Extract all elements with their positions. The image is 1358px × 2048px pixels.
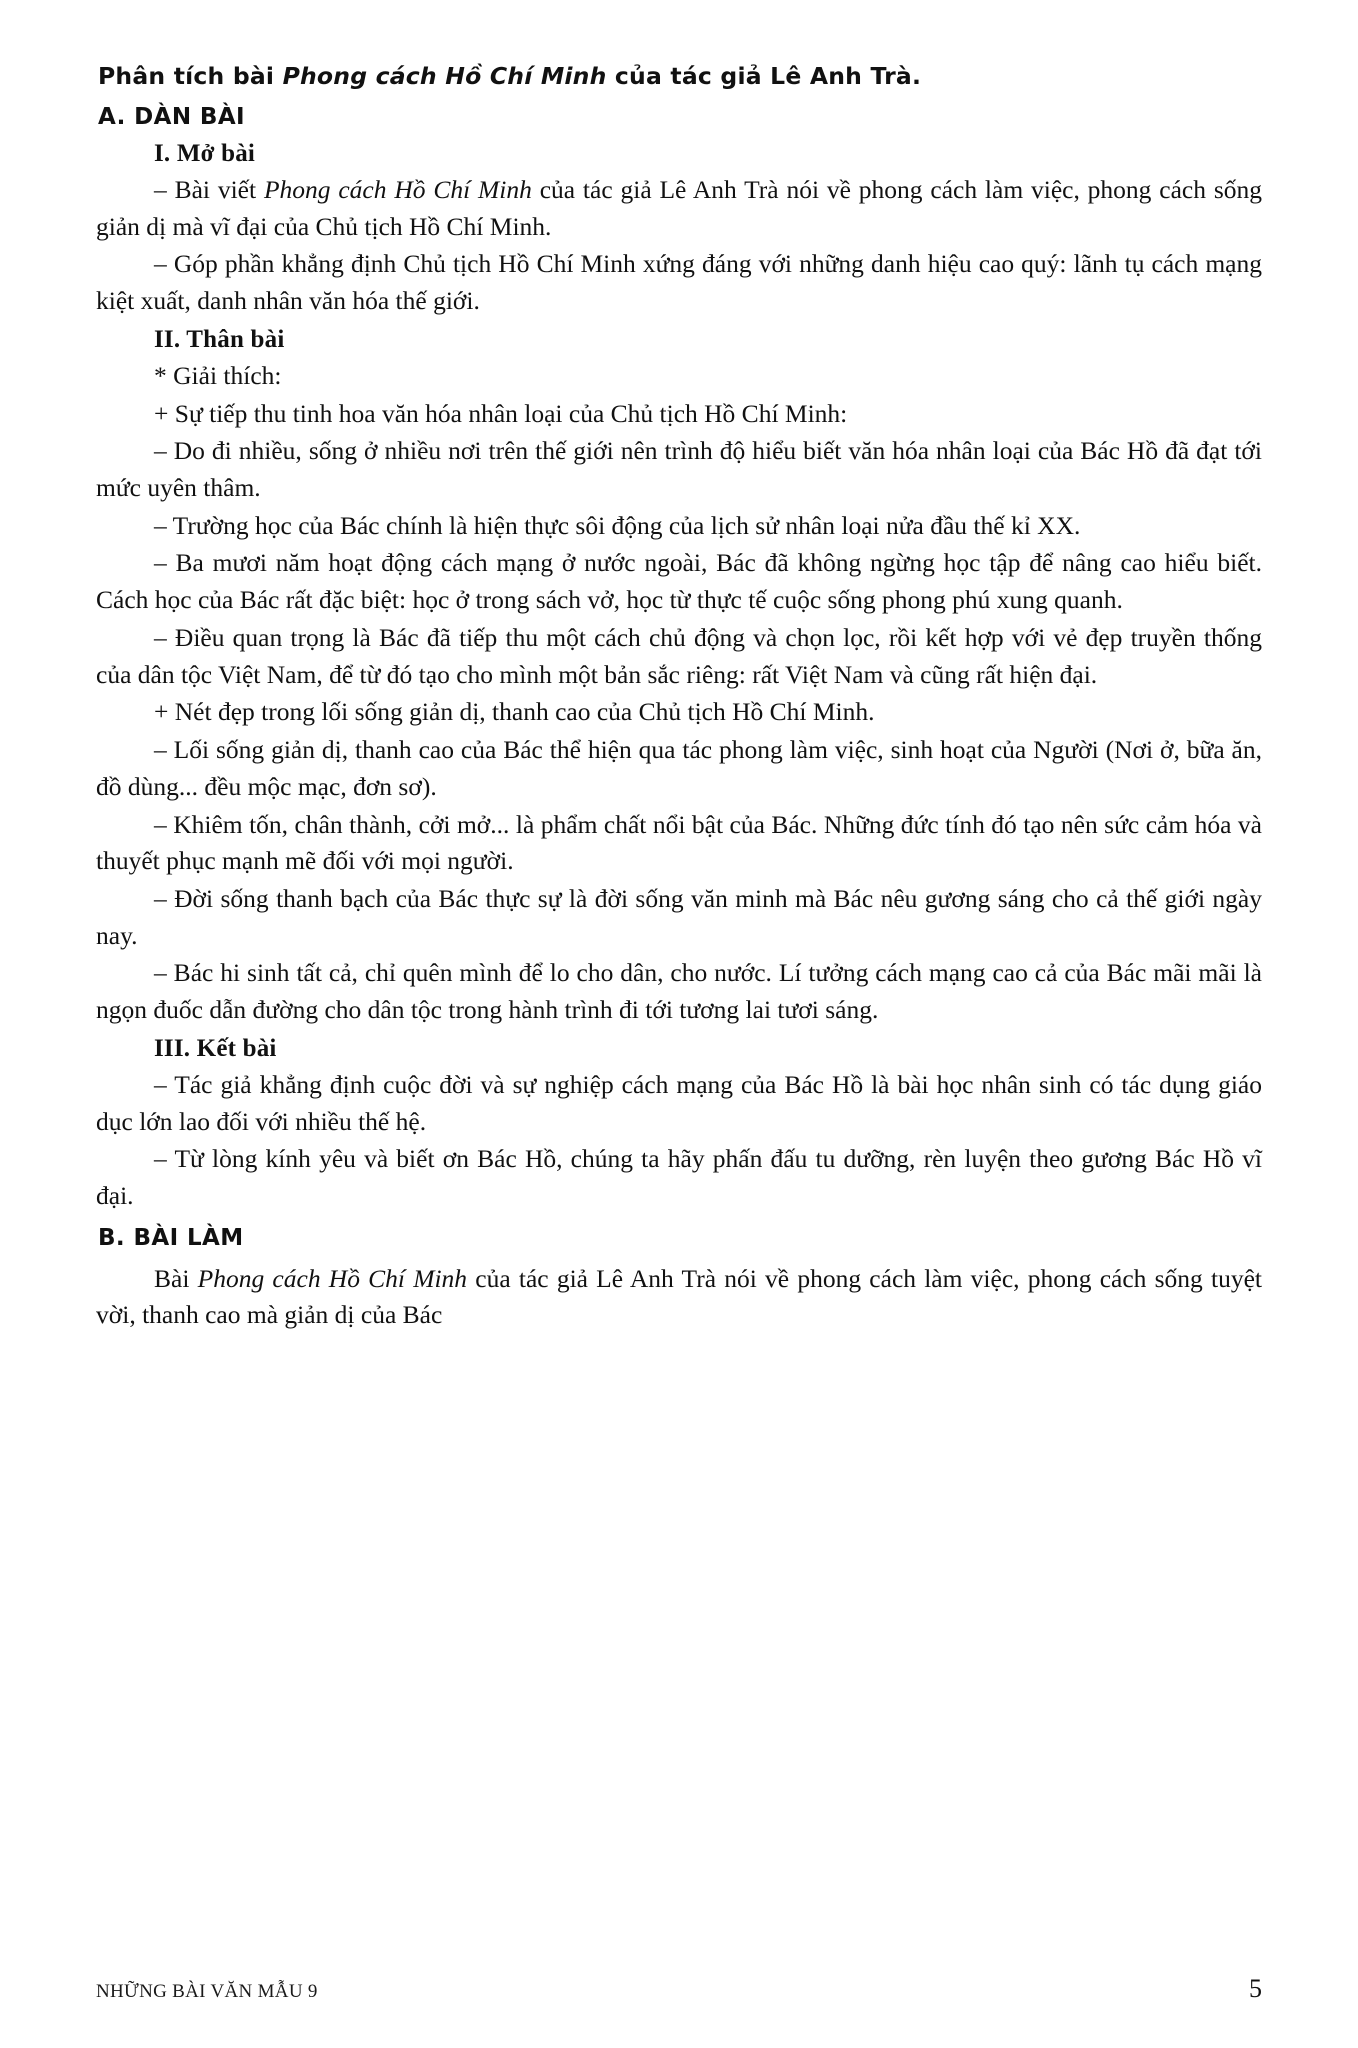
paragraph-body-9: – Đời sống thanh bạch của Bác thực sự là đời sống văn minh mà Bác nêu gương sáng cho cả thế giới ngày nay.	[96, 883, 1262, 950]
paragraph-body-3: – Trường học của Bác chính là hiện thực sôi động của lịch sử nhân loại nửa đầu thế kỉ XX.	[154, 510, 1081, 540]
paragraph-body-6: + Nét đẹp trong lối sống giản dị, thanh cao của Chủ tịch Hồ Chí Minh.	[154, 697, 875, 727]
page-title	[98, 62, 1262, 90]
section-heading-a: A. DÀN BÀI	[98, 104, 246, 130]
paragraph-body-7: – Lối sống giản dị, thanh cao của Bác thể hiện qua tác phong làm việc, sinh hoạt của Người (Nơi ở, bữa ăn, đồ dùng... đều mộc mạc, đơn sơ).	[96, 735, 1262, 801]
paragraph-body-5: – Điều quan trọng là Bác đã tiếp thu một cách chủ động và chọn lọc, rồi kết hợp với vẻ đẹp truyền thống của dân tộc Việt Nam, để từ đó tạo cho mình một bản sắc riêng: rất Việt Nam và cũng rất hiện đại.	[96, 622, 1262, 689]
paragraph-conclusion-2: – Từ lòng kính yêu và biết ơn Bác Hồ, chúng ta hãy phấn đấu tu dưỡng, rèn luyện theo gương Bác Hồ vĩ đại.	[96, 1144, 1262, 1210]
paragraph-conclusion-1: – Tác giả khẳng định cuộc đời và sự nghiệp cách mạng của Bác Hồ là bài học nhân sinh có tác dụng giáo dục lớn lao đối với nhiều thế hệ.	[96, 1069, 1262, 1136]
essay-1-part-a: Bài	[154, 1263, 198, 1293]
page-content	[96, 62, 1262, 1334]
paragraph-body-2: – Do đi nhiều, sống ở nhiều nơi trên thế giới nên trình độ hiểu biết văn hóa nhân loại của Bác Hồ đã đạt tới mức uyên thâm.	[96, 436, 1262, 503]
title-prefix: Phân tích bài	[98, 62, 283, 90]
page-footer	[0, 1974, 1358, 2004]
intro-1-part-b: của tác giả Lê Anh Trà nói về phong cách làm việc, phong cách sống giản dị mà vĩ đại của Chủ tịch Hồ Chí Minh.	[96, 175, 1262, 241]
paragraph-intro-1	[96, 172, 1262, 245]
footer-book-title: NHỮNG BÀI VĂN MẪU 9	[96, 1981, 318, 2002]
paragraph-essay-1	[96, 1261, 1262, 1334]
intro-1-work-name: Phong cách Hồ Chí Minh	[263, 175, 532, 204]
paragraph-body-10: – Bác hi sinh tất cả, chỉ quên mình để lo cho dân, cho nước. Lí tưởng cách mạng cao cả của Bác mãi mãi là ngọn đuốc dẫn đường cho dân tộc trong hành trình đi tới tương lai tươi sáng.	[96, 958, 1262, 1025]
heading-part-i: I. Mở bài	[154, 140, 256, 167]
heading-part-ii: II. Thân bài	[154, 325, 285, 353]
paragraph-body-8: – Khiêm tốn, chân thành, cởi mở... là phẩm chất nổi bật của Bác. Những đức tính đó tạo nên sức cảm hóa và thuyết phục mạnh mẽ đối với mọi người.	[96, 809, 1262, 876]
essay-1-work-name: Phong cách Hồ Chí Minh	[197, 1263, 468, 1293]
paragraph-intro-2: – Góp phần khẳng định Chủ tịch Hồ Chí Minh xứng đáng với những danh hiệu cao quý: lãnh tụ cách mạng kiệt xuất, danh nhân văn hóa thế giới.	[96, 249, 1262, 316]
section-heading-b: B. BÀI LÀM	[98, 1224, 244, 1251]
explain-line: * Giải thích:	[154, 360, 282, 390]
heading-part-iii: III. Kết bài	[154, 1034, 277, 1062]
intro-1-part-a: – Bài viết	[154, 175, 264, 204]
paragraph-body-1: + Sự tiếp thu tinh hoa văn hóa nhân loại của Chủ tịch Hồ Chí Minh:	[154, 398, 848, 428]
essay-1-part-b: của tác giả Lê Anh Trà nói về phong cách làm việc, phong cách sống tuyệt vời, thanh cao mà giản dị của Bác	[96, 1263, 1263, 1330]
footer-page-number: 5	[1249, 1974, 1262, 2003]
title-suffix: của tác giả Lê Anh Trà.	[606, 62, 922, 90]
paragraph-body-4: – Ba mươi năm hoạt động cách mạng ở nước ngoài, Bác đã không ngừng học tập để nâng cao hiểu biết. Cách học của Bác rất đặc biệt: học ở trong sách vở, học từ thực tế cuộc sống phong phú xung quanh.	[96, 548, 1262, 615]
title-work-name: Phong cách Hồ Chí Minh	[282, 62, 607, 90]
